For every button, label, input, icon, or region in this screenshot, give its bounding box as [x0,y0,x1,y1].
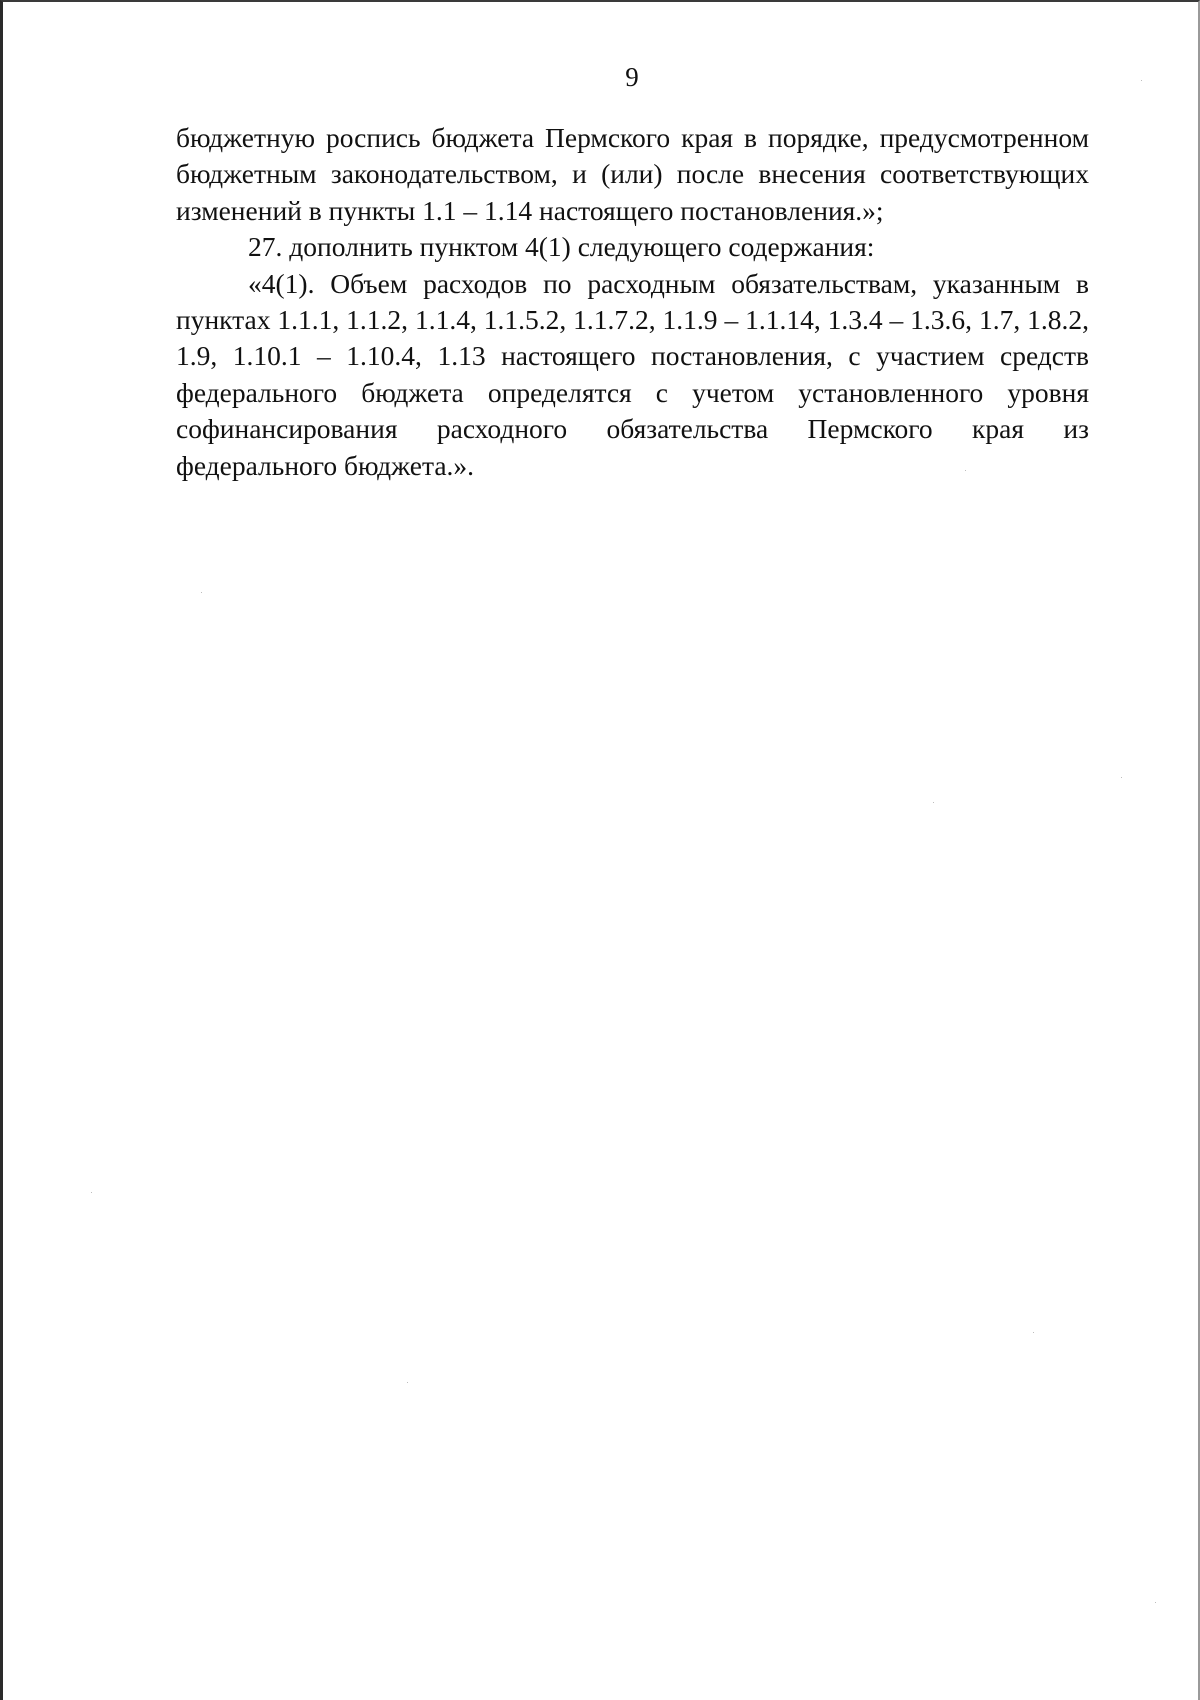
scan-speck [91,1192,92,1193]
scan-speck [1155,1602,1156,1603]
scan-speck [965,470,966,471]
paragraph-continuation: бюджетную роспись бюджета Пермского края в порядке, предусмотренном бюджетным законодательством, и (или) после внесения соответствующих изменений в пункты 1.1 – 1.14 настоящего постановления.»; [176,122,1089,226]
scan-speck [933,802,934,803]
scan-speck [1033,1332,1034,1333]
paragraph-clause-4-1: «4(1). Объем расходов по расходным обязательствам, указанным в пунктах 1.1.1, 1.1.2, 1.1.4, 1.1.5.2, 1.1.7.2, 1.1.9 – 1.1.14, 1.3.4 – 1.3.6, 1.7, 1.8.2, 1.9, 1.10.1 – 1.10.4, 1.13 настоящего постановления, с участием средств федерального бюджета определятся с учетом установленного уровня софинансирования расходного обязательства Пермского края из федерального бюджета.». [176,267,1089,481]
paragraph-item-27: 27. дополнить пунктом 4(1) следующего содержания: [248,231,875,263]
document-body [176,120,1089,484]
scan-speck [1121,777,1122,778]
scan-speck [407,1382,408,1383]
scan-speck [201,592,202,593]
page-number: 9 [625,62,639,92]
scan-speck [1141,80,1142,81]
